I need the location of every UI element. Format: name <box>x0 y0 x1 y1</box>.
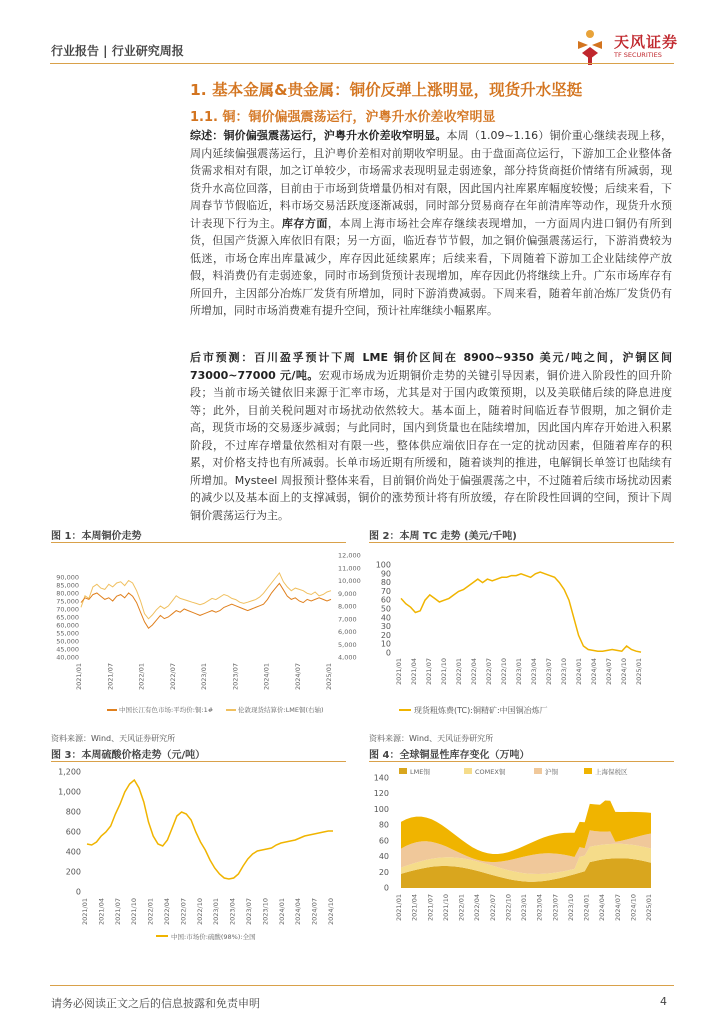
fig4-x-axis-tick: 2023/04 <box>535 894 544 922</box>
fig3-x-axis-tick: 2022/04 <box>163 898 171 926</box>
fig4-y-axis-tick: 140 <box>373 773 389 783</box>
fig4-legend-item: COMEX铜 <box>475 768 506 776</box>
fig4-legend-swatch <box>464 768 472 774</box>
fig2-y-axis-tick: 70 <box>380 586 391 596</box>
fig3-y-axis-tick: 400 <box>65 847 81 857</box>
fig3-chart <box>51 764 351 944</box>
footer-disclaimer: 请务必阅读正文之后的信息披露和免责申明 <box>51 997 260 1010</box>
fig2-y-axis-tick: 10 <box>380 639 391 649</box>
fig2-x-axis-tick: 2021/04 <box>410 658 418 686</box>
fig4-x-axis-tick: 2022/01 <box>457 894 466 922</box>
fig3-x-axis-tick: 2021/07 <box>113 898 122 926</box>
fig1-left-axis-tick: 55,000 <box>56 629 79 638</box>
fig4-x-axis-tick: 2024/10 <box>629 894 638 922</box>
fig2-x-axis-tick: 2024/07 <box>605 658 613 686</box>
fig2-x-axis-tick: 2022/07 <box>485 658 493 686</box>
fig2-x-axis-tick: 2022/04 <box>470 658 478 686</box>
fig4-x-axis-tick: 2022/04 <box>473 894 482 922</box>
page-number: 4 <box>660 995 667 1008</box>
fig4-x-axis-tick: 2021/10 <box>441 894 450 922</box>
fig1-chart <box>51 545 361 720</box>
fig3-y-axis-tick: 600 <box>65 827 81 837</box>
fig3-x-axis-tick: 2023/10 <box>261 898 270 926</box>
fig1-left-axis-tick: 85,000 <box>56 581 79 590</box>
fig2-x-axis-tick: 2022/01 <box>455 658 463 686</box>
tf-logo-icon <box>568 27 612 67</box>
fig4-y-axis-tick: 0 <box>383 883 389 893</box>
fig4-x-axis-tick: 2023/01 <box>520 894 528 922</box>
fig2-source: 资料来源：Wind、天风证券研究所 <box>369 734 494 743</box>
logo-name: 天风证券 <box>614 33 679 51</box>
fig1-right-axis-tick: 10,000 <box>338 577 361 585</box>
fig2-x-axis-tick: 2021/07 <box>425 658 433 686</box>
fig1-source: 资料来源：Wind、天风证券研究所 <box>51 734 176 743</box>
fig2-title: 图 2：本周 TC 走势 (美元/千吨) <box>369 531 517 542</box>
fig2-y-axis-tick: 0 <box>385 648 391 658</box>
fig1-left-axis-tick: 65,000 <box>56 613 79 622</box>
fig1-left-axis-tick: 45,000 <box>56 645 79 654</box>
fig2-x-axis-tick: 2021/01 <box>395 658 403 686</box>
fig2-y-axis-tick: 100 <box>375 560 391 570</box>
fig2-y-axis-tick: 60 <box>380 595 391 605</box>
fig1-left-axis-tick: 50,000 <box>56 637 79 646</box>
forecast-text: 宏观市场成为近期铜价走势的关键引导因素，铜价进入阶段性的回升阶段；当前市场关键依旧来源于汇率市场，尤其是对于国内政策预期，以及美联储后续的降息进度等；此外，目前关税问题对市场扰动依然较大。基本面上，随着时间临近春节假期，加之铜价走高，现货市场的交易逐步减弱；与此同时，国内到货量也在陆续增加，因此国内库存开始进入积累阶段，不过库存增量依然相对有限一些，整体供应端依旧存在一定的扰动因素，但随着库存的积累，对价格支持也有所减弱。长单市场近期有所缓和，随着谈判的推进，电解铜长单签订也陆续有所增加。Mysteel 周报预计整体来看，目前铜价尚处于偏强震荡之中，不过随着后续市场扰动因素的减少以及基本面上的支撑减弱，铜价的涨势预计将有所放缓，存在阶段性回调的空间，预计下周铜价震荡运行为主。 <box>190 368 673 522</box>
fig3-x-axis-tick: 2023/04 <box>228 898 237 926</box>
fig2-x-axis-tick: 2025/01 <box>635 658 643 686</box>
fig4-x-axis-tick: 2024/04 <box>598 894 607 922</box>
fig3-title: 图 3：本周硫酸价格走势（元/吨） <box>51 750 206 761</box>
fig1-x-axis-tick: 2022/01 <box>137 663 146 691</box>
fig1-left-axis-tick: 80,000 <box>56 589 79 598</box>
fig1-series-cj <box>81 583 331 628</box>
fig4-chart <box>369 764 674 954</box>
fig1-right-axis-tick: 11,000 <box>338 564 361 573</box>
section-heading: 1. 基本金属&贵金属：铜价反弹上涨明显，现货升水坚挺 <box>190 81 583 99</box>
fig2-y-axis-tick: 20 <box>380 630 391 640</box>
fig3-x-axis-tick: 2021/04 <box>97 898 106 926</box>
fig2-y-axis-tick: 90 <box>380 569 391 579</box>
fig2-x-axis-tick: 2023/04 <box>530 658 538 686</box>
fig1-x-axis-tick: 2021/01 <box>75 663 83 691</box>
subsection-heading: 1.1. 铜：铜价偏强震荡运行，沪粤升水价差收窄明显 <box>190 110 496 125</box>
fig4-rule <box>369 761 674 762</box>
fig1-right-axis-tick: 8,000 <box>338 602 357 611</box>
fig3-x-axis-tick: 2023/01 <box>212 898 221 926</box>
fig4-x-axis-tick: 2023/10 <box>566 894 575 922</box>
fig2-y-axis-tick: 80 <box>380 578 391 588</box>
fig4-legend-item: LME铜 <box>410 768 430 776</box>
fig3-x-axis-tick: 2024/04 <box>294 898 303 926</box>
inventory-text: ，本周上海市场社会库存继续表现增加，一方面周内进口铜仍有所到货，但国产货源入库依旧有限；另一方面，临近春节节假，加之铜价偏强震荡运行，下游消费较为低迷，市场仓库出库量减少，库存因此延续累库；后续来看，下周随着下游加工企业陆续停产放假，料消费仍有走弱迹象，同时市场到货预计表现增加，库存因此仍将继续上升。广东市场库存有所回升，主因部分冶炼厂发货有所增加，同时下游消费减弱。下周来看，随着年前冶炼厂发货仍有所增加，同时市场消费难有提升空间，预计社库继续小幅累库。 <box>190 216 673 317</box>
fig2-x-axis-tick: 2022/10 <box>500 658 508 686</box>
fig4-legend-swatch <box>399 768 407 774</box>
fig3-y-axis-tick: 0 <box>75 887 81 897</box>
fig1-left-axis-tick: 40,000 <box>56 653 79 662</box>
fig3-x-axis-tick: 2021/01 <box>81 898 89 926</box>
fig3-y-axis-tick: 1,200 <box>58 767 81 777</box>
fig4-y-axis-tick: 120 <box>373 789 389 799</box>
fig1-x-axis-tick: 2023/01 <box>200 663 208 691</box>
fig2-chart <box>369 545 674 720</box>
fig4-x-axis-tick: 2024/07 <box>613 894 622 922</box>
fig3-y-axis-tick: 800 <box>65 807 81 817</box>
fig3-x-axis-tick: 2023/07 <box>245 898 253 926</box>
fig1-rule <box>51 542 346 543</box>
fig1-left-axis-tick: 90,000 <box>56 573 79 582</box>
fig1-right-axis-tick: 9,000 <box>338 589 357 598</box>
fig4-y-axis-tick: 80 <box>378 820 389 830</box>
fig4-x-axis-tick: 2021/07 <box>426 894 435 922</box>
fig3-x-axis-tick: 2022/07 <box>179 898 188 926</box>
fig2-x-axis-tick: 2024/04 <box>590 658 598 686</box>
fig4-x-axis-tick: 2025/01 <box>645 894 653 922</box>
fig1-right-axis-tick: 4,000 <box>338 653 357 662</box>
fig1-left-axis-tick: 75,000 <box>56 597 79 606</box>
brand-logo <box>568 27 678 67</box>
fig2-x-axis-tick: 2023/07 <box>545 658 553 686</box>
fig4-y-axis-tick: 40 <box>378 852 389 862</box>
fig4-legend-item: 上海保税区 <box>595 768 628 776</box>
fig4-x-axis-tick: 2021/04 <box>410 894 419 922</box>
footer-divider <box>50 985 674 986</box>
header-divider <box>50 63 674 64</box>
fig2-x-axis-tick: 2021/10 <box>440 658 448 686</box>
fig1-x-axis-tick: 2023/07 <box>231 663 240 691</box>
fig4-legend-swatch <box>534 768 542 774</box>
fig1-x-axis-tick: 2024/01 <box>262 663 271 691</box>
fig1-left-axis-tick: 70,000 <box>56 605 79 614</box>
fig3-x-axis-tick: 2022/10 <box>195 898 204 926</box>
fig1-legend-a: 中国长江有色市场:平均价:铜:1# <box>119 706 214 714</box>
fig3-x-axis-tick: 2024/01 <box>277 898 286 926</box>
fig1-title: 图 1：本周铜价走势 <box>51 531 142 542</box>
logo-english: TF SECURITIES <box>614 51 662 59</box>
fig3-y-axis-tick: 1,000 <box>58 787 81 797</box>
fig1-right-axis-tick: 6,000 <box>338 628 357 636</box>
fig2-series-tc <box>401 572 641 652</box>
fig1-x-axis-tick: 2025/01 <box>325 663 333 691</box>
fig4-y-axis-tick: 20 <box>378 867 389 877</box>
fig4-x-axis-tick: 2024/01 <box>582 894 591 922</box>
fig3-x-axis-tick: 2024/10 <box>327 898 335 926</box>
fig4-y-axis-tick: 100 <box>373 804 389 814</box>
fig4-x-axis-tick: 2023/07 <box>551 894 560 922</box>
fig2-rule <box>369 542 674 543</box>
fig4-y-axis-tick: 60 <box>378 836 389 846</box>
fig2-x-axis-tick: 2024/01 <box>575 658 583 686</box>
fig3-legend: 中国:市场价:硫酸(98%):全国 <box>171 933 256 941</box>
fig1-right-axis-tick: 7,000 <box>338 615 357 624</box>
forecast-lead: 后市预测：百川盈孚预计下周 LME 铜价区间在 8900~9350 美元/吨之间，沪铜区间 73000~77000 元/吨。 <box>190 351 672 382</box>
fig2-y-axis-tick: 40 <box>380 613 391 623</box>
fig2-x-axis-tick: 2024/10 <box>620 658 628 686</box>
fig3-x-axis-tick: 2021/10 <box>130 898 139 926</box>
summary-text: 本周（1.09~1.16）铜价重心继续表现上移，周内延续偏强震荡运行，且沪粤价差相对前期收窄明显。由于盘面高位运行，下游加工企业整体备货需求相对有限，加之订单较少，市场需求表现明显走弱迹象，部分持货商挺价情绪有所减弱，现货升水高位回落，目前由于市场到货增量仍相对有限，因此国内社库累库幅度较慢；后续来看，下周春节节假临近，料市场交易活跃度逐渐减弱，同时部分贸易商存在年前清库等动作，现货升水预计表现下行为主。 <box>190 129 673 230</box>
fig1-right-axis-tick: 5,000 <box>338 640 357 649</box>
fig2-y-axis-tick: 50 <box>380 604 391 614</box>
fig1-x-axis-tick: 2021/07 <box>106 663 115 691</box>
fig1-right-axis-tick: 12,000 <box>338 551 361 560</box>
fig3-rule <box>51 761 346 762</box>
fig2-y-axis-tick: 30 <box>380 622 391 632</box>
summary-lead: 综述：铜价偏强震荡运行，沪粤升水价差收窄明显。 <box>190 129 447 142</box>
summary-paragraph <box>190 127 672 320</box>
fig2-x-axis-tick: 2023/10 <box>560 658 568 686</box>
fig4-legend-item: 沪铜 <box>545 768 558 776</box>
fig1-left-axis-tick: 60,000 <box>56 621 79 630</box>
fig4-x-axis-tick: 2021/01 <box>395 894 403 922</box>
fig2-x-axis-tick: 2023/01 <box>515 658 523 686</box>
fig3-y-axis-tick: 200 <box>65 867 81 877</box>
fig1-x-axis-tick: 2022/07 <box>168 663 177 691</box>
inventory-lead: 库存方面 <box>281 216 328 230</box>
fig4-x-axis-tick: 2022/07 <box>488 894 497 922</box>
fig2-legend: 现货粗炼费(TC):铜精矿:中国铜冶炼厂 <box>414 706 548 715</box>
fig1-x-axis-tick: 2024/07 <box>293 663 302 691</box>
fig4-title: 图 4：全球铜显性库存变化（万吨） <box>369 750 530 761</box>
fig3-x-axis-tick: 2024/07 <box>310 898 319 926</box>
fig3-series-acid <box>87 780 333 879</box>
report-category: 行业报告 | 行业研究周报 <box>51 44 184 58</box>
fig3-x-axis-tick: 2022/01 <box>146 898 155 926</box>
fig1-legend-b: 伦敦现货结算价:LME铜(右轴) <box>238 706 324 714</box>
forecast-paragraph <box>190 349 672 524</box>
fig4-legend-swatch <box>584 768 592 774</box>
fig4-x-axis-tick: 2022/10 <box>504 894 513 922</box>
